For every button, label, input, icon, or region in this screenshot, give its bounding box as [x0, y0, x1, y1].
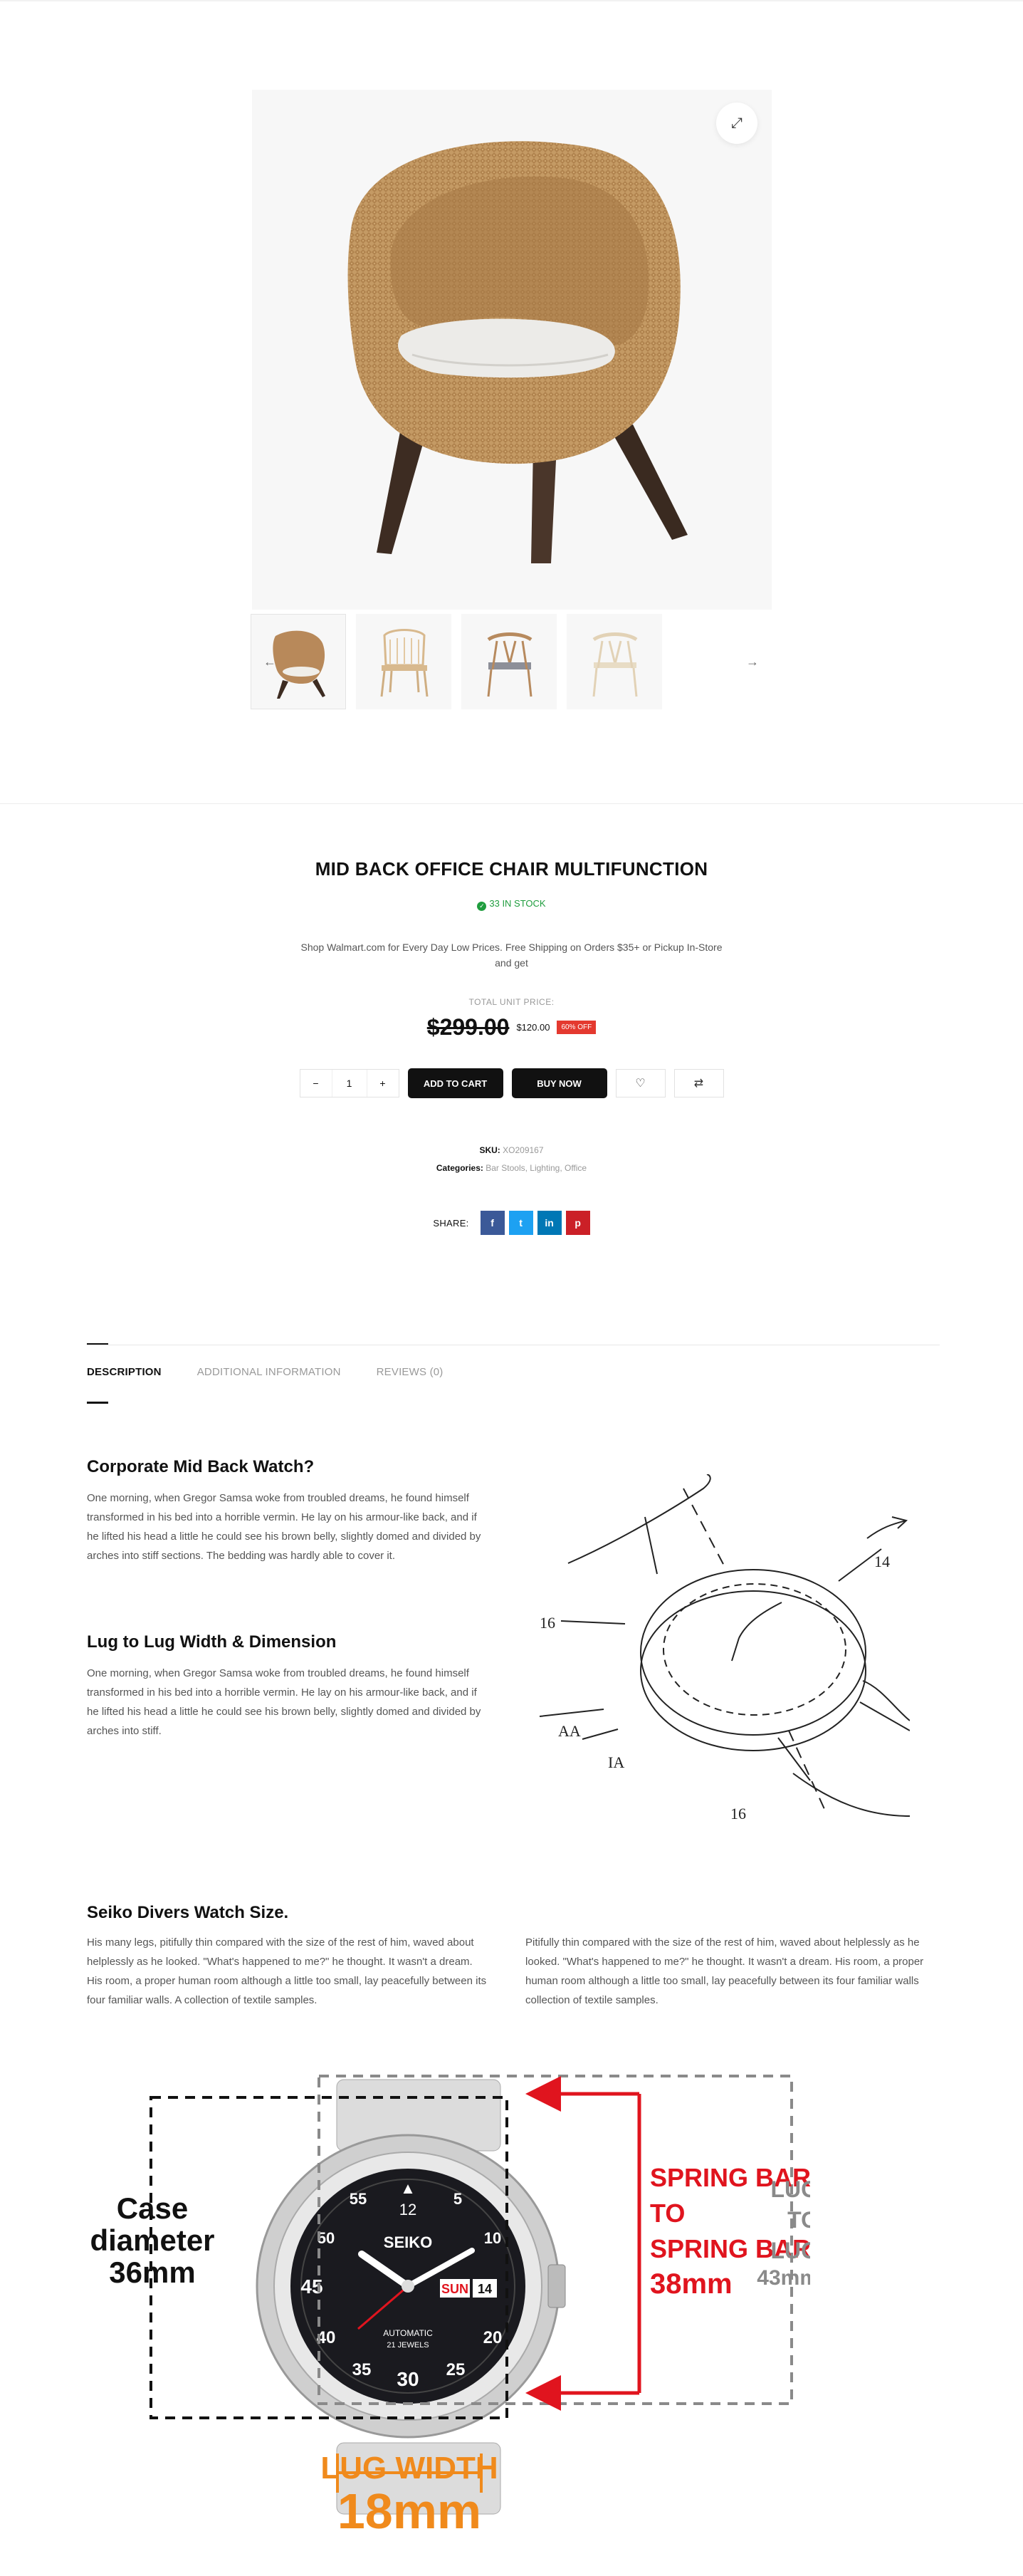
- case-label-2: diameter: [90, 2223, 215, 2257]
- lug-width-label-2: 18mm: [337, 2483, 482, 2539]
- categories-row: [0, 1163, 1023, 1173]
- categories-value[interactable]: Bar Stools, Lighting, Office: [486, 1163, 587, 1173]
- lug-label-4: 43mm: [757, 2266, 810, 2290]
- case-label-1: Case: [116, 2191, 189, 2225]
- tab-description[interactable]: DESCRIPTION: [87, 1366, 162, 1378]
- watch-brand: SEIKO: [383, 2233, 433, 2251]
- add-to-cart-button[interactable]: ADD TO CART: [408, 1068, 503, 1098]
- old-price: $299.00: [426, 1014, 510, 1040]
- lug-width-label-1: LUG WIDTH: [320, 2451, 498, 2486]
- thumb-wishbone-chair-grey: [461, 614, 557, 709]
- stock-status: [0, 898, 1023, 911]
- tab-accent-bottom: [87, 1402, 108, 1404]
- heart-icon[interactable]: ♡: [616, 1069, 666, 1097]
- paragraph-4: Pitifully thin compared with the size of the rest of him, waved about helplessly as he looked. "What's happened to me?" he thought. It wasn't a dream. His room, a proper human room although a little too small, lay peacefully between its four familiar walls collection of textile samples.: [525, 1936, 924, 2006]
- svg-text:▲: ▲: [400, 2179, 416, 2197]
- patent-label-aa: AA: [558, 1722, 581, 1740]
- patent-watch-drawing: [525, 1474, 910, 1836]
- product-tabs: [87, 1366, 444, 1378]
- stock-text: 33 IN STOCK: [489, 898, 546, 909]
- heading-corporate: Corporate Mid Back Watch?: [87, 1457, 315, 1476]
- svg-text:30: 30: [397, 2368, 419, 2390]
- thumbnail-strip: [251, 614, 785, 711]
- watch-day: SUN: [441, 2282, 469, 2296]
- sku-value: XO209167: [503, 1145, 544, 1155]
- svg-text:35: 35: [352, 2360, 372, 2379]
- rattan-egg-chair-image: [252, 90, 772, 610]
- svg-text:50: 50: [317, 2229, 335, 2247]
- price-row: [0, 1014, 1023, 1041]
- purchase-actions: [0, 1068, 1023, 1098]
- product-title: MID BACK OFFICE CHAIR MULTIFUNCTION: [315, 858, 708, 880]
- paragraph-3: His many legs, pitifully thin compared with the size of the rest of him, waved about helplessly as he looked. "What's happened to me?" he thought. It wasn't a dream. His room, a proper human room although a little too small, lay peacefully between its four familiar walls. A collection of textile samples.: [87, 1936, 487, 2006]
- patent-label-14: 14: [874, 1553, 890, 1570]
- quantity-stepper: [300, 1069, 399, 1097]
- sku-label: SKU:: [479, 1145, 500, 1155]
- compare-icon[interactable]: ⇄: [674, 1069, 724, 1097]
- lug-label-1: LUG: [770, 2176, 810, 2202]
- lug-label-2: TO: [787, 2207, 810, 2233]
- patent-label-16-bottom: 16: [730, 1805, 746, 1823]
- tab-reviews[interactable]: REVIEWS (0): [376, 1366, 444, 1378]
- paragraph-1: One morning, when Gregor Samsa woke from troubled dreams, he found himself transformed in his bed into a horrible vermin. He lay on his armour-like back, and if he lifted his head a little he could see his brown belly, slightly domed and divided by arches into stiff sections. The bedding was hardly able to cover it.: [87, 1492, 481, 1562]
- lug-label-3: LUG: [770, 2238, 810, 2263]
- svg-text:45: 45: [300, 2275, 323, 2298]
- spring-label-3: SPRING BAR: [650, 2234, 810, 2263]
- watch-jewels: 21 JEWELS: [387, 2341, 429, 2350]
- check-circle-icon: ✓: [477, 902, 486, 911]
- thumb-wishbone-chair-light: [567, 614, 662, 709]
- new-price: $120.00: [516, 1022, 550, 1033]
- heading-seiko: Seiko Divers Watch Size.: [87, 1903, 289, 1922]
- tab-additional-information[interactable]: ADDITIONAL INFORMATION: [196, 1366, 341, 1378]
- svg-text:5: 5: [453, 2190, 463, 2208]
- top-border: [0, 0, 1023, 1]
- twitter-icon[interactable]: t: [509, 1211, 533, 1235]
- thumbnail-3[interactable]: [461, 614, 557, 709]
- share-row: [0, 1211, 1023, 1235]
- buy-now-button[interactable]: BUY NOW: [512, 1068, 607, 1098]
- spring-label-2: TO: [650, 2199, 686, 2228]
- patent-label-16-top: 16: [540, 1614, 555, 1632]
- price-label: TOTAL UNIT PRICE:: [468, 997, 555, 1007]
- thumbnail-4[interactable]: [567, 614, 662, 709]
- arrow-right-icon[interactable]: →: [746, 654, 759, 669]
- linkedin-icon[interactable]: in: [537, 1211, 562, 1235]
- arrow-left-icon[interactable]: ←: [263, 654, 276, 669]
- patent-label-ia: IA: [608, 1753, 625, 1771]
- svg-text:40: 40: [316, 2328, 336, 2347]
- pinterest-icon[interactable]: p: [566, 1211, 590, 1235]
- product-main-image[interactable]: [252, 90, 772, 610]
- svg-text:10: 10: [483, 2229, 502, 2247]
- paragraph-2: One morning, when Gregor Samsa woke from troubled dreams, he found himself transformed in his bed into a horrible vermin. He lay on his armour-like back, and if he lifted his head a little he could see his brown belly, slightly domed and divided by arches into stiff.: [87, 1667, 481, 1737]
- svg-text:12: 12: [399, 2201, 417, 2218]
- case-label-3: 36mm: [109, 2256, 196, 2289]
- watch-size-diagram: [84, 2072, 810, 2543]
- svg-text:55: 55: [349, 2190, 367, 2208]
- expand-icon[interactable]: ⤢: [716, 103, 757, 144]
- minus-button[interactable]: −: [313, 1078, 319, 1089]
- facebook-icon[interactable]: f: [481, 1211, 505, 1235]
- heading-lug: Lug to Lug Width & Dimension: [87, 1632, 337, 1652]
- quantity-input[interactable]: 1: [332, 1070, 367, 1097]
- plus-button[interactable]: +: [379, 1078, 386, 1089]
- spring-label-1: SPRING BAR: [650, 2163, 810, 2192]
- categories-label: Categories:: [436, 1163, 483, 1173]
- watch-automatic: AUTOMATIC: [383, 2328, 433, 2338]
- svg-text:25: 25: [446, 2360, 466, 2379]
- watch-date: 14: [477, 2282, 493, 2296]
- svg-text:20: 20: [483, 2328, 503, 2347]
- spring-label-4: 38mm: [650, 2268, 733, 2300]
- sku-row: [0, 1145, 1023, 1155]
- short-description: Shop Walmart.com for Every Day Low Prices. Free Shipping on Orders $35+ or Pickup In-Store and get: [300, 942, 723, 969]
- section-divider: [0, 803, 1023, 804]
- discount-badge: 60% OFF: [557, 1021, 596, 1034]
- share-label: SHARE:: [433, 1217, 469, 1229]
- thumbnail-2[interactable]: [356, 614, 451, 709]
- thumb-rattan-chair: [356, 614, 451, 709]
